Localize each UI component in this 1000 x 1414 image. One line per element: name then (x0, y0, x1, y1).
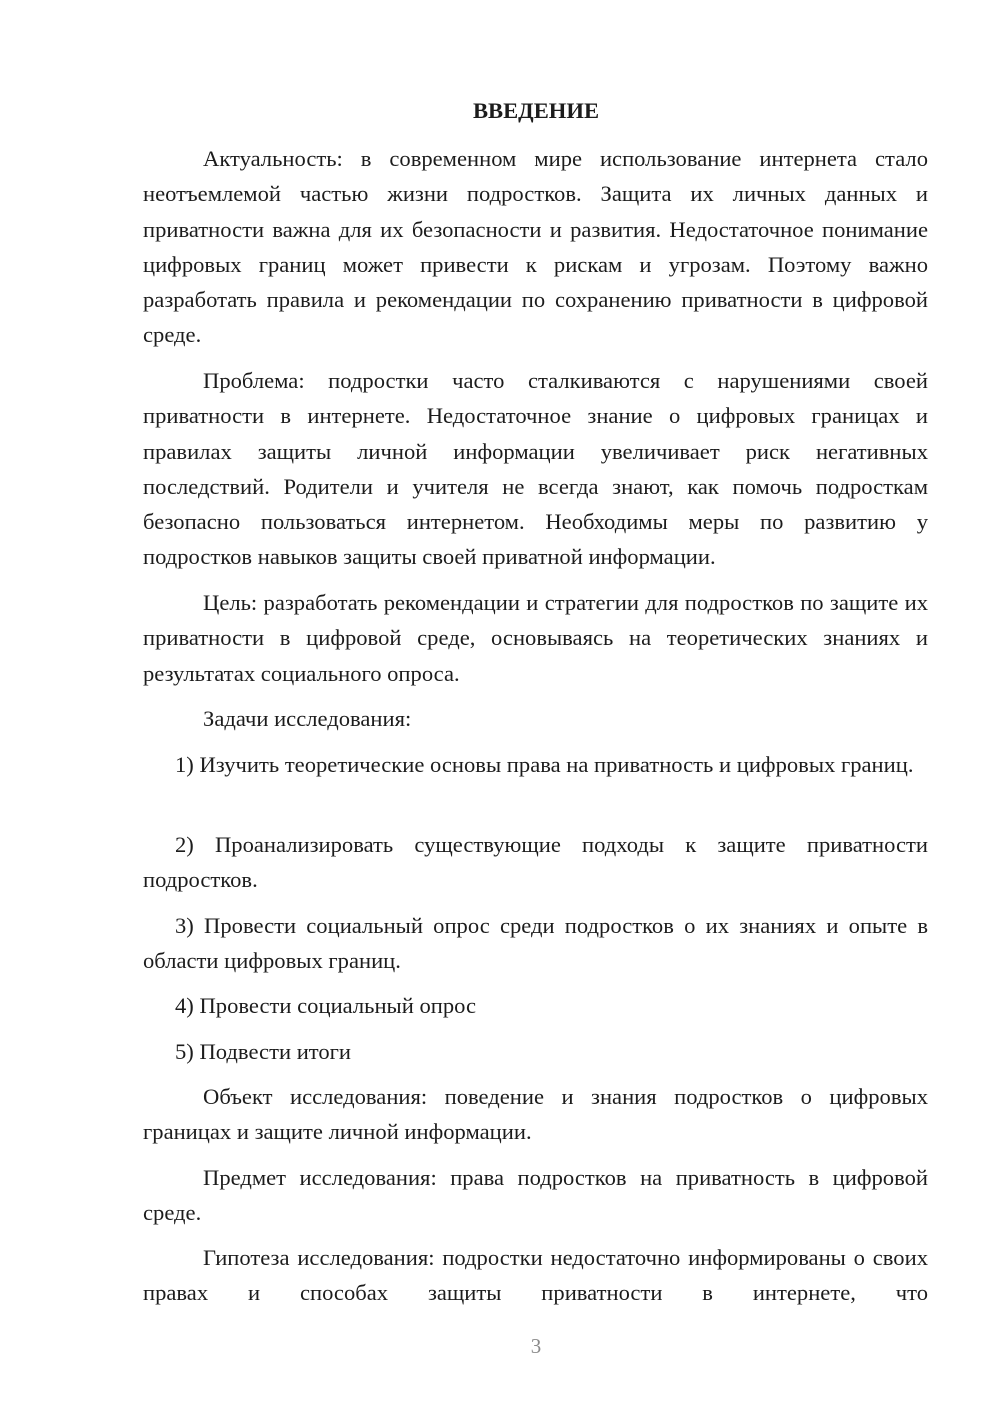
task-item: 1) Изучить теоретические основы права на приватность и цифровых границ. (175, 752, 914, 777)
paragraph-problem: Проблема: подростки часто сталкиваются с нарушениями своей приватности в интернете. Недостаточное знание о цифровых границах и правилах защиты личной информации увеличивает риск негативных последствий. Родители и учителя не всегда знают, как помочь подросткам безопасно пользоваться интернетом. Необходимы меры по развитию у подростков навыков защиты своей приватной информации. (143, 368, 928, 570)
task-item: 3) Провести социальный опрос среди подростков о их знаниях и опыте в области цифровых границ. (143, 913, 928, 974)
task-item: 5) Подвести итоги (175, 1039, 352, 1064)
paragraph-goal: Цель: разработать рекомендации и стратегии для подростков по защите их приватности в цифровой среде, основываясь на теоретических знаниях и результатах социального опроса. (143, 590, 928, 686)
paragraph-object: Объект исследования: поведение и знания подростков о цифровых границах и защите личной информации. (143, 1084, 928, 1145)
tasks-heading: Задачи исследования: (203, 706, 412, 731)
paragraph-hypothesis: Гипотеза исследования: подростки недостаточно информированы о своих правах и способах защиты приватности в интернете, что (143, 1245, 928, 1306)
page-title: ВВЕДЕНИЕ (472, 98, 600, 123)
page-number: 3 (530, 1334, 542, 1358)
paragraph-relevance: Актуальность: в современном мире использование интернета стало неотъемлемой частью жизни подростков. Защита их личных данных и приватности важна для их безопасности и развития. Недостаточное понимание цифровых границ может привести к рискам и угрозам. Поэтому важно разработать правила и рекомендации по сохранению приватности в цифровой среде. (143, 146, 928, 348)
task-item: 4) Провести социальный опрос (175, 993, 477, 1018)
task-item: 2) Проанализировать существующие подходы к защите приватности подростков. (143, 832, 928, 893)
paragraph-subject: Предмет исследования: права подростков на приватность в цифровой среде. (143, 1165, 928, 1226)
